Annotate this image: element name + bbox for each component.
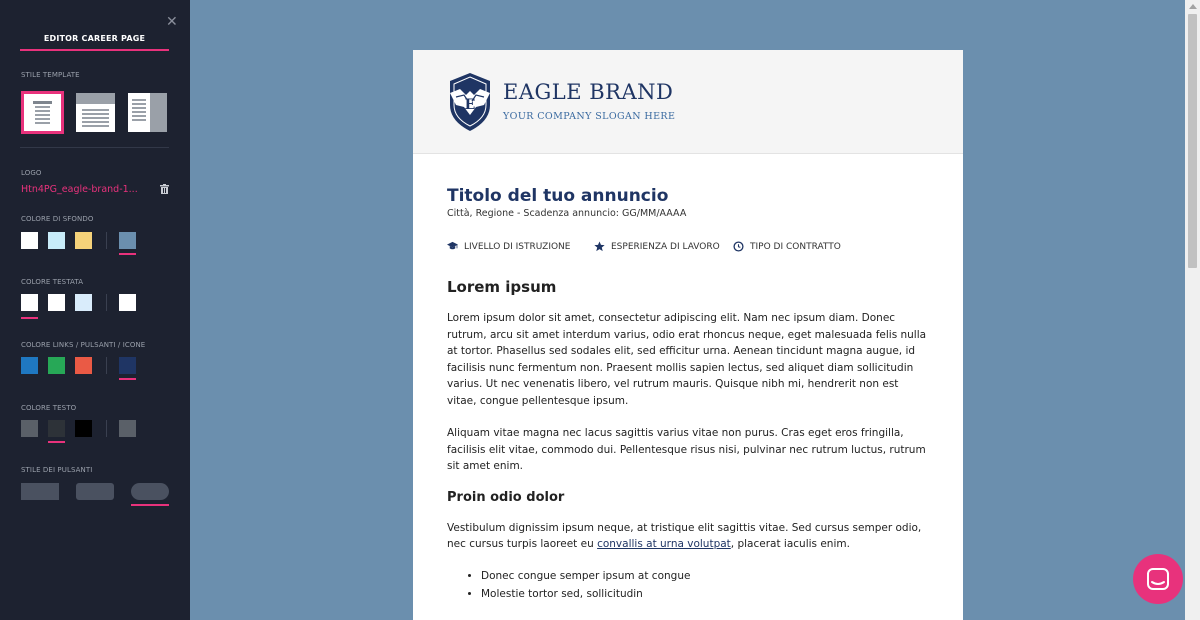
logo-label: LOGO [21, 169, 42, 177]
svg-text:E: E [464, 97, 476, 113]
link-color-swatch-blue[interactable] [21, 357, 38, 374]
bg-color-label: COLORE DI SFONDO [21, 215, 94, 223]
button-style-rounded[interactable] [76, 483, 114, 500]
links-color-label: COLORE LINKS / PULSANTI / ICONE [21, 341, 146, 349]
meta-label: TIPO DI CONTRATTO [750, 241, 841, 252]
swatch-separator [106, 357, 107, 374]
selected-indicator [131, 504, 169, 506]
template-option-centered[interactable] [23, 93, 62, 132]
eagle-logo [446, 71, 494, 133]
bg-color-swatch-lightblue[interactable] [48, 232, 65, 249]
header-color-swatch-white[interactable] [21, 294, 38, 311]
meta-label: LIVELLO DI ISTRUZIONE [464, 241, 571, 252]
chat-launcher-button[interactable] [1133, 554, 1183, 604]
bg-color-swatch-custom[interactable] [119, 232, 136, 249]
close-icon[interactable]: ✕ [166, 14, 178, 30]
sidebar-divider [20, 147, 169, 148]
section-title: Lorem ipsum [447, 278, 557, 296]
button-style-pill[interactable] [131, 483, 169, 500]
paragraph-text: Vestibulum dignissim ipsum neque, at tristique elit sagittis vitae. Sed cursus semper odio, nec cursus turpis laoreet eu [447, 521, 922, 550]
button-style-square[interactable] [21, 483, 59, 500]
template-style-label: STILE TEMPLATE [21, 71, 80, 79]
list-item: • Molestie tortor sed, sollicitudin [481, 585, 929, 603]
swatch-separator [106, 294, 107, 311]
graduation-cap-icon [447, 241, 458, 252]
template-option-sidebar[interactable] [128, 93, 167, 132]
text-color-swatch-black[interactable] [75, 420, 92, 437]
scroll-thumb[interactable] [1188, 14, 1197, 268]
button-style-label: STILE DEI PULSANTI [21, 466, 93, 474]
list-item: • Donec congue semper ipsum at congue [481, 567, 929, 585]
trash-icon[interactable] [160, 184, 169, 194]
paragraph-text: , placerat iaculis enim. [730, 538, 850, 550]
chat-icon [1147, 568, 1169, 590]
career-page-preview [413, 50, 963, 620]
editor-sidebar [0, 0, 190, 620]
paragraph: Lorem ipsum dolor sit amet, consectetur adipiscing elit. Nam nec ipsum diam. Donec rutrum, arcu sit amet interdum varius, odio erat rhoncus neque, eget malesuada felis nulla at tortor. Phasellus sed sodales elit, sed efficitur urna. Aenean tincidunt magna augue, id facilisis nunc fermentum non. Praesent mollis sapien lectus, sed aliquet diam sollicitudin varius. Ut nec venenatis libero, vel rutrum mauris. Quisque nibh mi, hendrerit non est vitae, congue pellentesque ipsum. [447, 312, 927, 407]
clock-icon [733, 241, 744, 252]
header-color-swatch-lightblue[interactable] [75, 294, 92, 311]
meta-label: ESPERIENZA DI LAVORO [611, 241, 720, 252]
link-color-swatch-red[interactable] [75, 357, 92, 374]
job-title: Titolo del tuo annuncio [447, 186, 669, 206]
swatch-separator [106, 232, 107, 249]
text-color-swatch-custom[interactable] [119, 420, 136, 437]
header-color-swatch-custom[interactable] [119, 294, 136, 311]
brand-name: EAGLE BRAND [503, 80, 674, 104]
text-color-label: COLORE TESTO [21, 404, 77, 412]
paragraph [447, 520, 929, 553]
selected-indicator [21, 317, 38, 319]
scroll-up-arrow-icon[interactable] [1189, 4, 1197, 9]
section-title: Proin odio dolor [447, 489, 565, 505]
bg-color-swatch-yellow[interactable] [75, 232, 92, 249]
meta-contract [733, 241, 841, 252]
job-meta [447, 241, 929, 255]
header-color-swatch-white-2[interactable] [48, 294, 65, 311]
link-color-swatch-custom[interactable] [119, 357, 136, 374]
template-option-header[interactable] [76, 93, 115, 132]
meta-experience [594, 241, 720, 252]
brand-slogan: YOUR COMPANY SLOGAN HERE [503, 111, 676, 122]
job-content [447, 186, 929, 603]
selected-indicator [119, 378, 136, 380]
logo-file-link[interactable]: Htn4PG_eagle-brand-1... [21, 184, 138, 195]
link-color-swatch-green[interactable] [48, 357, 65, 374]
header-color-label: COLORE TESTATA [21, 278, 84, 286]
selected-indicator [119, 253, 136, 255]
text-color-swatch-gray[interactable] [21, 420, 38, 437]
bg-color-swatch-white[interactable] [21, 232, 38, 249]
page-header [413, 50, 963, 154]
vertical-scrollbar[interactable] [1185, 0, 1200, 620]
sidebar-title: EDITOR CAREER PAGE [20, 34, 169, 51]
star-icon [594, 241, 605, 252]
job-subtitle: Città, Regione - Scadenza annuncio: GG/MM/AAAA [447, 208, 687, 219]
swatch-separator [106, 420, 107, 437]
bullet-list [481, 567, 929, 603]
text-color-swatch-dark[interactable] [48, 420, 65, 437]
meta-education [447, 241, 570, 252]
inline-link[interactable]: convallis at urna volutpat [597, 538, 731, 550]
selected-indicator [48, 441, 65, 443]
paragraph: Aliquam vitae magna nec lacus sagittis varius vitae non purus. Cras eget eros fringilla, facilisis elit vitae, commodo dui. Pellentesque risus nisi, pulvinar nec rutrum luctus, rutrum sit amet enim. [447, 427, 926, 472]
